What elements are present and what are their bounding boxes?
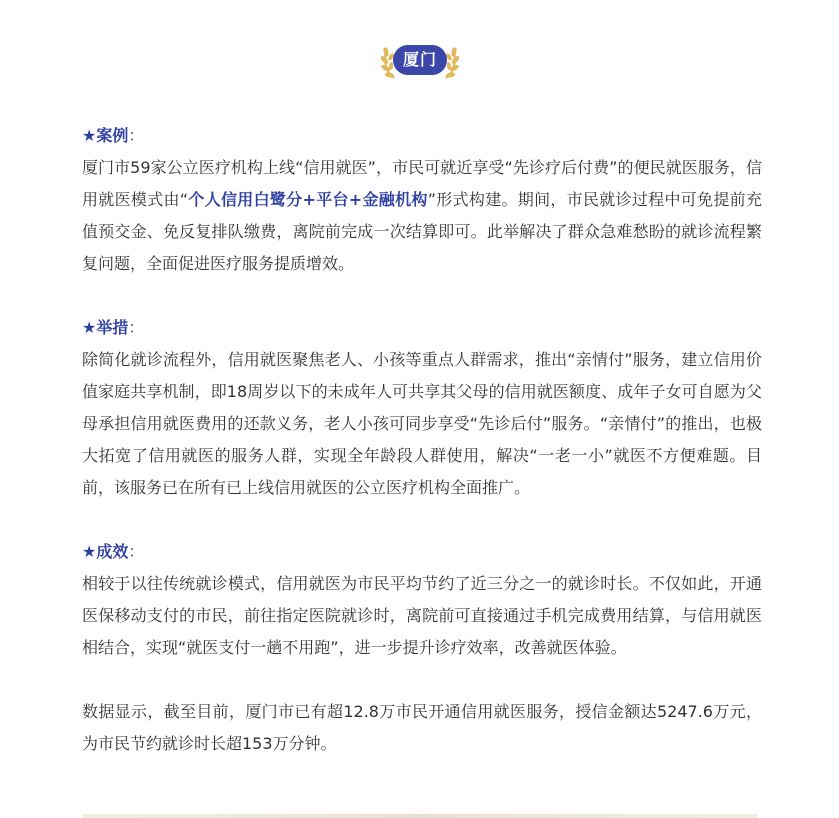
section-heading-measures-text: ★举措 — [82, 318, 129, 337]
section-heading-effect-text: ★成效 — [82, 542, 129, 561]
section-heading-colon: ： — [128, 126, 145, 145]
effect-paragraph: 相较于以往传统就诊模式，信用就医为市民平均节约了近三分之一的就诊时长。不仅如此，开通医保移动支付的市民，前往指定医院就诊时，离院前可直接通过手机完成费用结算，与信用就医相结合，实现“就医支付一趟不用跑”，进一步提升诊疗效率，改善就医体验。 — [82, 574, 762, 657]
article-body — [82, 120, 762, 760]
case-text-part-1: 厦门市59家公立医疗机构上线“信用就医”，市民可就近享受“先诊疗后付费”的便民就医服务，信用就医模式由“ — [82, 158, 762, 209]
section-heading-measures — [82, 312, 762, 344]
case-paragraph — [82, 152, 762, 280]
spacer — [82, 504, 762, 536]
case-highlight: 个人信用白鹭分+平台+金融机构 — [188, 190, 428, 209]
section-heading-colon: ： — [128, 318, 145, 337]
section-heading-effect — [82, 536, 762, 568]
spacer — [82, 664, 762, 696]
stats-paragraph: 数据显示，截至目前，厦门市已有超12.8万市民开通信用就医服务，授信金额达5247.6万元，为市民节约就诊时长超153万分钟。 — [82, 702, 762, 753]
section-heading-colon: ： — [128, 542, 145, 561]
bottom-divider — [82, 814, 758, 818]
spacer — [82, 280, 762, 312]
section-heading-case — [82, 120, 762, 152]
city-badge-label: 厦门 — [393, 45, 447, 75]
section-heading-case-text: ★案例 — [82, 126, 129, 145]
case-text-part-2: ”形式构建。期间，市民就诊过程中可免提前充值预交金、免反复排队缴费，离院前完成一次结算即可。此举解决了群众急难愁盼的就诊流程繁复问题，全面促进医疗服务提质增效。 — [82, 190, 762, 273]
city-badge — [380, 38, 460, 84]
measures-paragraph: 除简化就诊流程外，信用就医聚焦老人、小孩等重点人群需求，推出“亲情付”服务，建立信用价值家庭共享机制，即18周岁以下的未成年人可共享其父母的信用就医额度、成年子女可自愿为父母承担信用就医费用的还款义务，老人小孩可同步享受“先诊后付”服务。“亲情付”的推出，也极大拓宽了信用就医的服务人群，实现全年龄段人群使用，解决“一老一小”就医不方便难题。目前，该服务已在所有已上线信用就医的公立医疗机构全面推广。 — [82, 350, 762, 497]
